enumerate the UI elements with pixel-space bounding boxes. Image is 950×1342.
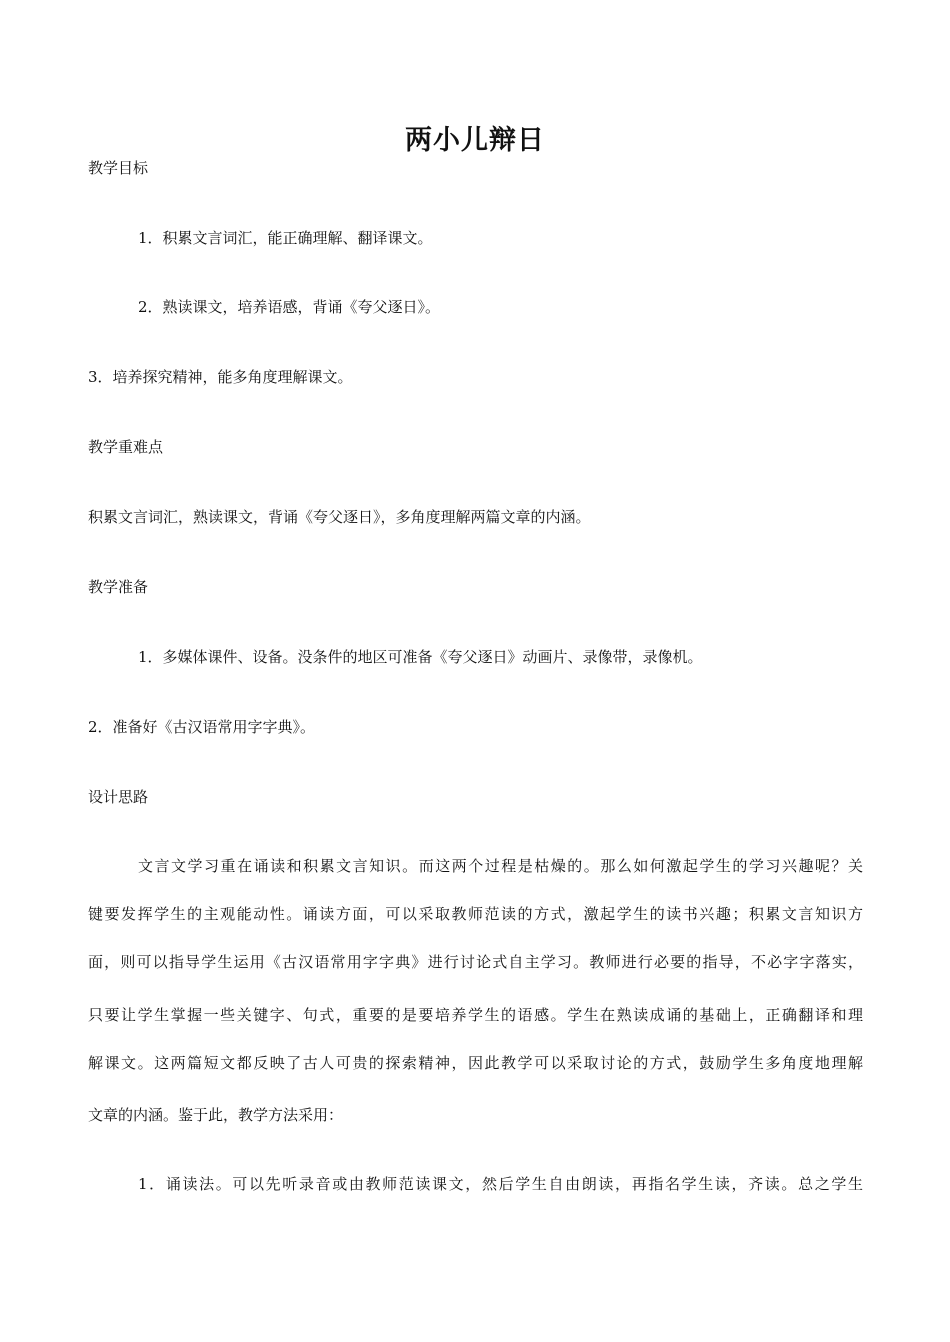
design-line-1: 文言文学习重在诵读和积累文言知识。而这两个过程是枯燥的。那么如何激起学生的学习兴趣呢？关 [138,857,863,875]
goals-heading: 教学目标 [88,159,149,177]
design-line-3: 面，则可以指导学生运用《古汉语常用字字典》进行讨论式自主学习。教师进行必要的指导，不必字字落实， [88,953,863,971]
goal-item-1: 1．积累文言词汇，能正确理解、翻译课文。 [138,229,433,247]
key-points-text: 积累文言词汇，熟读课文，背诵《夸父逐日》，多角度理解两篇文章的内涵。 [88,508,591,526]
design-line-5: 解课文。这两篇短文都反映了古人可贵的探索精神，因此教学可以采取讨论的方式，鼓励学生多角度地理解 [88,1054,863,1072]
preparation-item-1: 1．多媒体课件、设备。没条件的地区可准备《夸父逐日》动画片、录像带，录像机。 [138,648,703,666]
design-line-2: 键要发挥学生的主观能动性。诵读方面，可以采取教师范读的方式，激起学生的读书兴趣；积累文言知识方 [88,905,863,923]
preparation-heading: 教学准备 [88,578,149,596]
page-title: 两小儿辩日 [405,125,545,156]
key-points-heading: 教学重难点 [88,438,164,456]
design-heading: 设计思路 [88,788,149,806]
goal-item-3: 3．培养探究精神，能多角度理解课文。 [88,368,353,386]
design-line-6: 文章的内涵。鉴于此，教学方法采用： [88,1106,344,1124]
goal-item-2: 2．熟读课文，培养语感，背诵《夸父逐日》。 [138,298,441,316]
design-line-4: 只要让学生掌握一些关键字、句式，重要的是要培养学生的语感。学生在熟读成诵的基础上，正确翻译和理 [88,1006,863,1024]
preparation-item-2: 2．准备好《古汉语常用字字典》。 [88,718,316,736]
method-item-1: 1．诵读法。可以先听录音或由教师范读课文，然后学生自由朗读，再指名学生读，齐读。总之学生 [138,1175,863,1193]
